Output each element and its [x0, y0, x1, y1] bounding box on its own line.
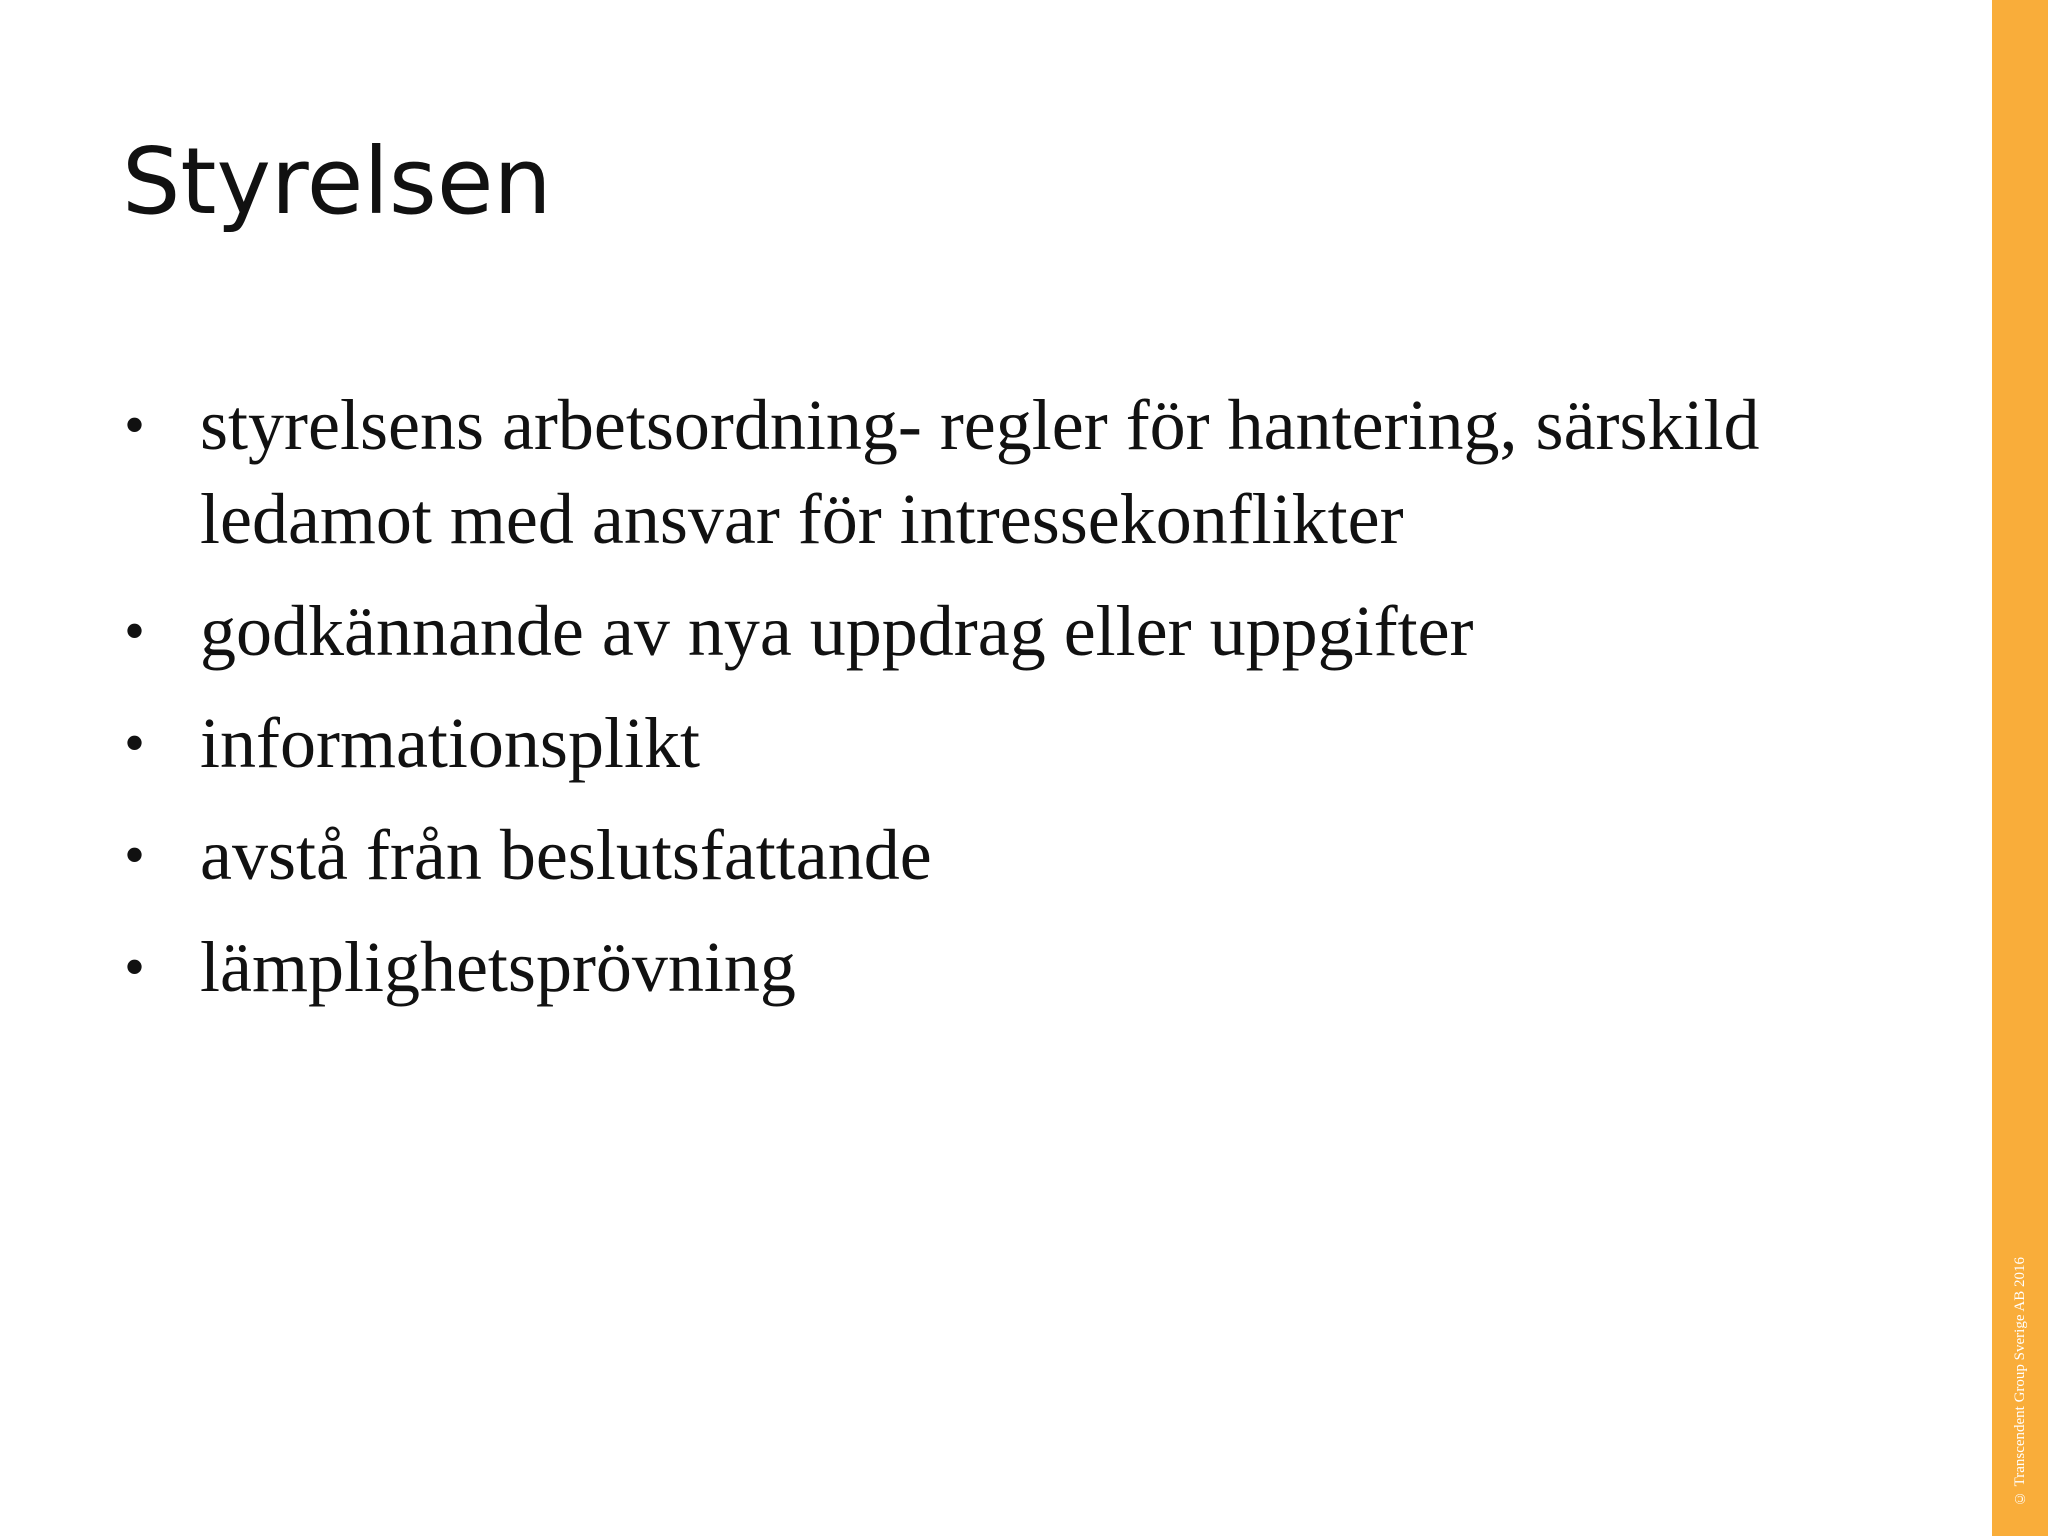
bullet-icon: •: [124, 392, 146, 458]
bullet-icon: •: [124, 934, 146, 1000]
bullet-text: styrelsens arbetsordning- regler för hantering, särskild ledamot med ansvar för intressekonflikter: [200, 385, 1760, 559]
list-item: [122, 584, 1902, 678]
bullet-icon: •: [124, 598, 146, 664]
list-item: [122, 696, 1902, 790]
copyright-notice: [1992, 1146, 2048, 1506]
bullet-text: godkännande av nya uppdrag eller uppgifter: [200, 591, 1474, 671]
copyright-text: © Transcendent Group Sverige AB 2016: [2011, 1257, 2028, 1506]
bullet-icon: •: [124, 710, 146, 776]
bullet-text: avstå från beslutsfattande: [200, 815, 932, 895]
bullet-text: informationsplikt: [200, 703, 700, 783]
list-item: [122, 808, 1902, 902]
list-item: [122, 378, 1902, 566]
bullet-text: lämplighetsprövning: [200, 927, 796, 1007]
slide-title: Styrelsen: [122, 128, 552, 235]
bullet-icon: •: [124, 822, 146, 888]
list-item: [122, 920, 1902, 1014]
bullet-list: [122, 378, 1902, 1032]
